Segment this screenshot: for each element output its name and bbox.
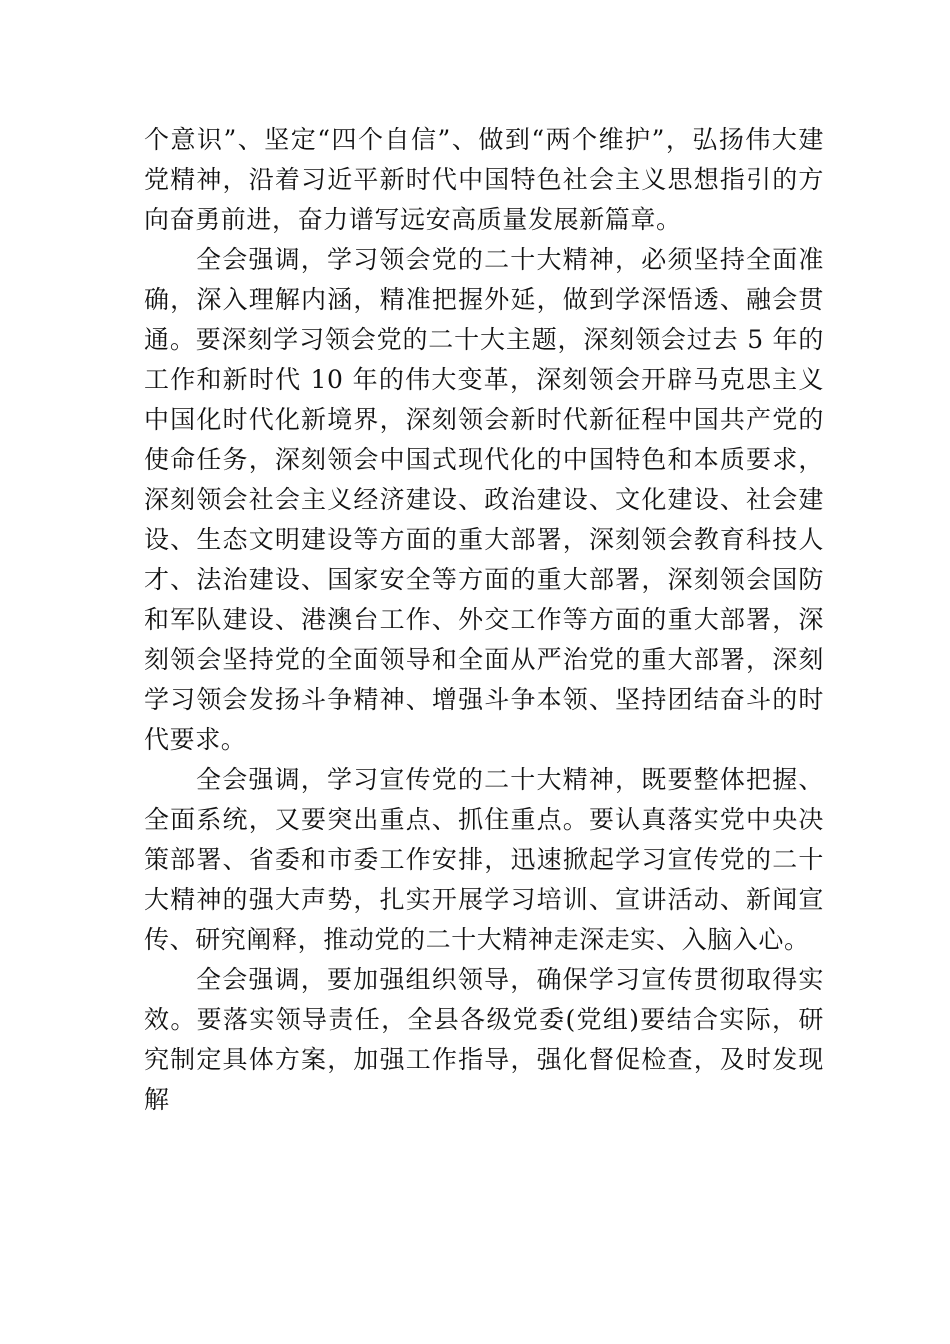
document-body <box>144 120 824 1120</box>
paragraph-2: 全会强调，学习领会党的二十大精神，必须坚持全面准确，深入理解内涵，精准把握外延，做到学深悟透、融会贯通。要深刻学习领会党的二十大主题，深刻领会过去 5 年的工作和新时代 10 年的伟大变革，深刻领会开辟马克思主义中国化时代化新境界，深刻领会新时代新征程中国共产党的使命任务，深刻领会中国式现代化的中国特色和本质要求， 深刻领会社会主义经济建设、政治建设、文化建设、社会建设、生态文明建设等方面的重大部署，深刻领会教育科技人才、法治建设、国家安全等方面的重大部署，深刻领会国防和军队建设、港澳台工作、外交工作等方面的重大部署，深刻领会坚持党的全面领导和全面从严治党的重大部署，深刻学习领会发扬斗争精神、增强斗争本领、坚持团结奋斗的时代要求。 <box>144 245 824 754</box>
paragraph-3: 全会强调，学习宣传党的二十大精神，既要整体把握、全面系统，又要突出重点、抓住重点。要认真落实党中央决策部署、省委和市委工作安排，迅速掀起学习宣传党的二十大精神的强大声势，扎实开展学习培训、宣讲活动、新闻宣传、研究阐释，推动党的二十大精神走深走实、入脑入心。 <box>144 765 824 954</box>
paragraph-4: 全会强调，要加强组织领导，确保学习宣传贯彻取得实效。要落实领导责任，全县各级党委(党组)要结合实际，研究制定具体方案，加强工作指导，强化督促检查，及时发现解 <box>144 965 824 1114</box>
paragraph-1: 个意识”、坚定“四个自信”、做到“两个维护”，弘扬伟大建党精神，沿着习近平新时代中国特色社会主义思想指引的方向奋勇前进，奋力谱写远安高质量发展新篇章。 <box>144 125 824 234</box>
